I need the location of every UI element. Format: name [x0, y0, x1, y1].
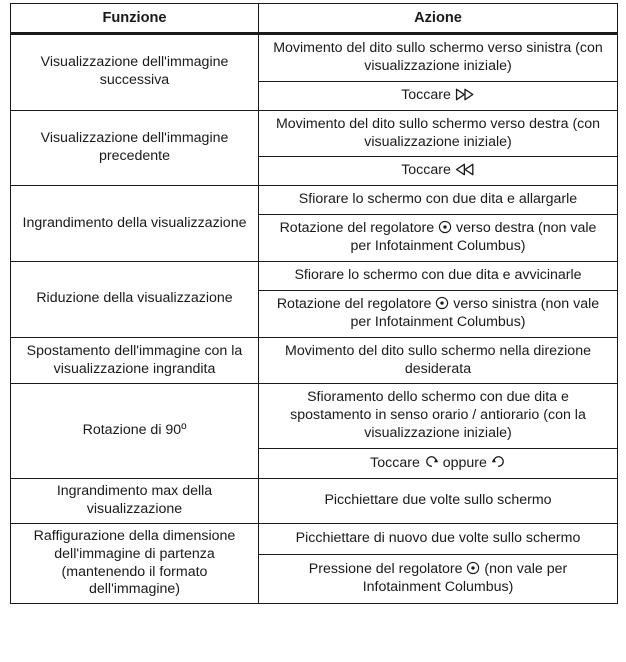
action-cell	[259, 157, 618, 186]
action-text: verso destra (non vale per Infotainment Columbus)	[350, 220, 597, 255]
table-row	[11, 479, 618, 524]
action-text: (non vale per Infotainment Columbus)	[362, 561, 568, 595]
action-cell: Sfiorare lo schermo con due dita e avvicinarle	[259, 262, 618, 291]
action-text: Toccare	[370, 455, 424, 472]
function-cell: Rotazione di 90º	[11, 384, 259, 479]
action-text: Toccare	[401, 86, 455, 103]
table-row	[11, 523, 618, 554]
table-row	[11, 384, 618, 449]
action-text: oppure	[438, 455, 491, 472]
table-row	[11, 110, 618, 157]
action-cell: Sfiorare lo schermo con due dita e allargarle	[259, 186, 618, 215]
function-cell: Visualizzazione dell'immagine precedente	[11, 110, 259, 186]
table-row	[11, 186, 618, 215]
action-text: verso sinistra (non vale per Infotainment Columbus)	[350, 295, 600, 330]
column-header-funzione: Funzione	[11, 4, 259, 34]
knob-icon	[466, 561, 480, 575]
table-body	[11, 34, 618, 604]
action-cell: Movimento del dito sullo schermo verso destra (con visualizzazione iniziale)	[259, 110, 618, 157]
action-cell: Movimento del dito sullo schermo nella direzione desiderata	[259, 337, 618, 384]
action-text: Toccare	[401, 162, 455, 179]
table-row	[11, 337, 618, 384]
table-header	[11, 4, 618, 34]
function-cell: Visualizzazione dell'immagine successiva	[11, 34, 259, 111]
action-cell	[259, 290, 618, 337]
column-header-azione: Azione	[259, 4, 618, 34]
function-cell: Spostamento dell'immagine con la visualizzazione ingrandita	[11, 337, 259, 384]
function-cell: Riduzione della visualizzazione	[11, 262, 259, 338]
action-cell: Sfioramento dello schermo con due dita e spostamento in senso orario / antiorario (con la visualizzazione iniziale)	[259, 384, 618, 449]
action-cell: Movimento del dito sullo schermo verso sinistra (con visualizzazione iniziale)	[259, 34, 618, 82]
gesture-table	[10, 3, 618, 604]
knob-icon	[435, 296, 449, 310]
action-cell: Picchiettare due volte sullo schermo	[259, 479, 618, 524]
header-row	[11, 4, 618, 34]
rotate-ccw-icon	[491, 454, 506, 469]
function-cell: Ingrandimento max della visualizzazione	[11, 479, 259, 524]
action-text: Rotazione del regolatore	[279, 220, 439, 237]
fast-forward-icon	[455, 88, 475, 101]
table-row	[11, 34, 618, 82]
knob-icon	[438, 220, 452, 234]
action-cell	[259, 449, 618, 479]
function-cell: Ingrandimento della visualizzazione	[11, 186, 259, 262]
function-cell: Raffigurazione della dimensione dell'immagine di partenza (mantenendo il formato dell'immagine)	[11, 523, 259, 604]
action-cell	[259, 215, 618, 262]
action-text: Rotazione del regolatore	[276, 295, 436, 312]
gesture-table-container	[10, 3, 617, 604]
action-cell	[259, 554, 618, 604]
action-cell	[259, 81, 618, 110]
action-cell: Picchiettare di nuovo due volte sullo schermo	[259, 523, 618, 554]
rotate-cw-icon	[424, 454, 439, 469]
table-row	[11, 262, 618, 291]
action-text: Pressione del regolatore	[308, 561, 467, 578]
rewind-icon	[455, 163, 475, 176]
